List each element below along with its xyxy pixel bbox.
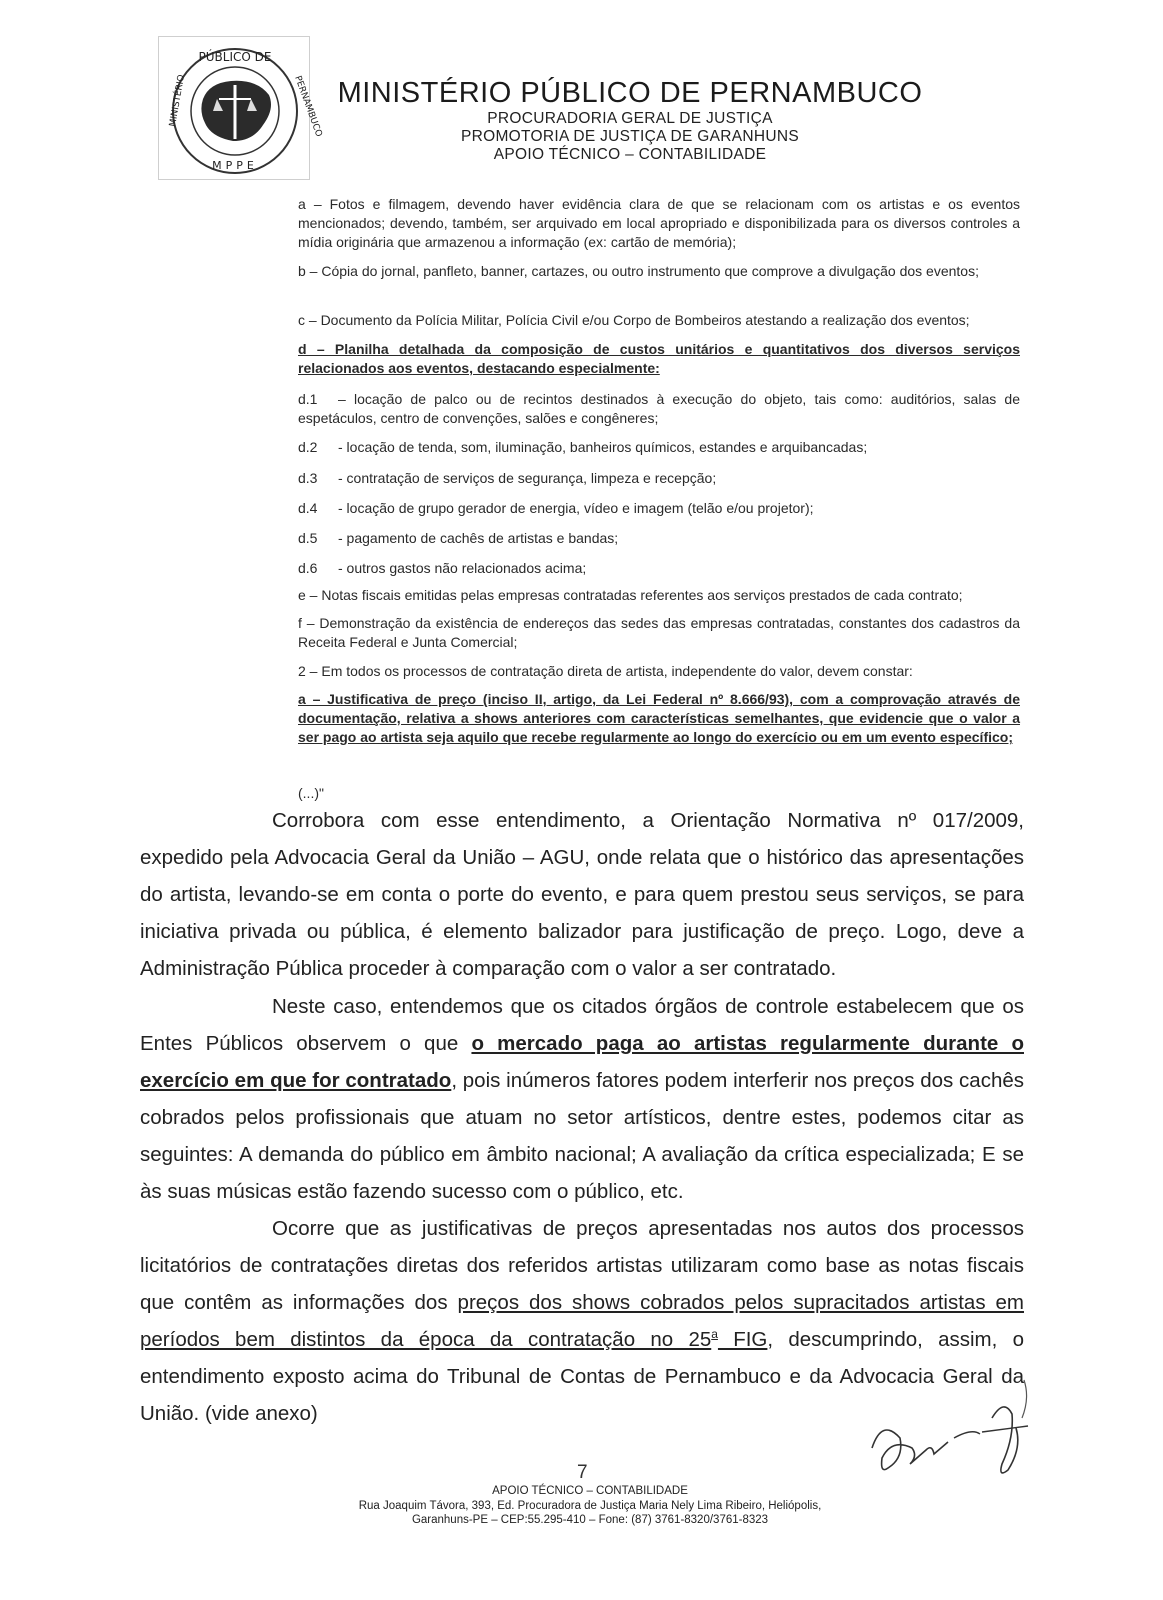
paragraph-2: Neste caso, entendemos que os citados órgãos de controle estabelecem que os Entes Públicos observem o que o mercado paga ao artistas regularmente durante o exercício em que for contratado, pois inúmeros fatores podem interferir nos preços dos cachês cobrados pelos profissionais que atuam no setor artísticos, dentre estes, podemos citar as seguintes: A demanda do público em âmbito nacional; A avaliação da crítica especializada; E se às suas músicas estão fazendo sucesso com o público, etc.: [140, 995, 1024, 1203]
header-line-1: PROCURADORIA GERAL DE JUSTIÇA: [487, 110, 773, 127]
letterhead: [320, 76, 940, 164]
handwritten-signature: [852, 1378, 1042, 1508]
quote-item-f: f – Demonstração da existência de endereços das sedes das empresas contratadas, constantes dos cadastros da Receita Federal e Junta Comercial;: [298, 615, 1020, 650]
quote-item-d2: d.2 - locação de tenda, som, iluminação, banheiros químicos, estandes e arquibancadas;: [298, 439, 868, 455]
footer-line-1: APOIO TÉCNICO – CONTABILIDADE: [492, 1485, 688, 1497]
quote-item-a: a – Fotos e filmagem, devendo haver evidência clara de que se relacionam com os artistas e os eventos mencionados; devendo, também, ser arquivado em local apropriado e disponibilizada para os diversos controles a mídia originária que armazenou a informação (ex: cartão de memória);: [298, 196, 1020, 250]
quote-ellipsis: (...)": [298, 785, 324, 801]
paragraph-1: Corrobora com esse entendimento, a Orientação Normativa nº 017/2009, expedido pela Advocacia Geral da União – AGU, onde relata que o histórico das apresentações do artista, levando-se em conta o porte do evento, e para quem prestou seus serviços, se para iniciativa privada ou pública, é elemento balizador para justificação de preço. Logo, deve a Administração Pública proceder à comparação com o valor a ser contratado.: [140, 809, 1024, 980]
header-line-3: APOIO TÉCNICO – CONTABILIDADE: [493, 146, 767, 163]
quote-item-b: b – Cópia do jornal, panfleto, banner, cartazes, ou outro instrumento que comprove a divulgação dos eventos;: [298, 263, 979, 279]
quote-item-2: 2 – Em todos os processos de contratação direta de artista, independente do valor, devem constar:: [298, 663, 913, 679]
page-number: 7: [577, 1462, 588, 1483]
header-line-2: PROMOTORIA DE JUSTIÇA DE GARANHUNS: [460, 128, 800, 145]
footer-line-2: Rua Joaquim Távora, 393, Ed. Procuradora de Justiça Maria Nely Lima Ribeiro, Heliópolis,: [358, 1500, 822, 1512]
institution-title: MINISTÉRIO PÚBLICO DE PERNAMBUCO: [337, 77, 923, 109]
emphasis-market-pays: o mercado paga ao artistas regularmente durante o exercício em que for contratado: [140, 1032, 1024, 1092]
quote-item-d3: d.3 - contratação de serviços de segurança, limpeza e recepção;: [298, 470, 717, 486]
footer-line-3: Garanhuns-PE – CEP:55.295-410 – Fone: (87) 3761-8320/3761-8323: [411, 1514, 769, 1526]
paragraph-3: Ocorre que as justificativas de preços apresentadas nos autos dos processos licitatórios de contratações diretas dos referidos artistas utilizaram como base as notas fiscais que contêm as informações dos preços dos shows cobrados pelos supracitados artistas em períodos bem distintos da época da contratação no 25$^a$ FIG, descumprindo, assim, o entendimento exposto acima do Tribunal de Contas de Pernambuco e da Advocacia Geral da União. (vide anexo): [140, 1217, 1025, 1425]
quote-item-d: d – Planilha detalhada da composição de custos unitários e quantitativos dos diversos serviços relacionados aos eventos, destacando especialmente:: [298, 341, 1020, 376]
quote-item-d6: d.6 - outros gastos não relacionados acima;: [298, 560, 587, 576]
quote-item-d4: d.4 - locação de grupo gerador de energia, vídeo e imagem (telão e/ou projetor);: [298, 500, 814, 516]
quote-item-d1: d.1 – locação de palco ou de recintos destinados à execução do objeto, tais como: auditórios, salas de espetáculos, centro de convenções, salões e congêneres;: [298, 391, 1020, 426]
quote-item-e: e – Notas fiscais emitidas pelas empresas contratadas referentes aos serviços prestados de cada contrato;: [298, 587, 963, 603]
mppe-seal-logo: [158, 36, 324, 180]
quote-item-c: c – Documento da Polícia Militar, Polícia Civil e/ou Corpo de Bombeiros atestando a realização dos eventos;: [298, 312, 970, 328]
seal-text-left: MINISTÉRIO: [168, 73, 188, 128]
quote-item-2a: a – Justificativa de preço (inciso II, artigo, da Lei Federal nº 8.666/93), com a comprovação através de documentação, relativa a shows anteriores com características semelhantes, que evidencie que o valor a ser pago ao artista seja aquilo que recebe regularmente ao longo do exercício ou em um evento específico;: [298, 691, 1020, 745]
seal-text-bottom: MPPE: [212, 159, 258, 172]
seal-text-top: PÚBLICO DE: [198, 50, 272, 64]
quote-item-d5: d.5 - pagamento de cachês de artistas e bandas;: [298, 530, 619, 546]
seal-text-right: PERNAMBUCO: [292, 74, 324, 139]
